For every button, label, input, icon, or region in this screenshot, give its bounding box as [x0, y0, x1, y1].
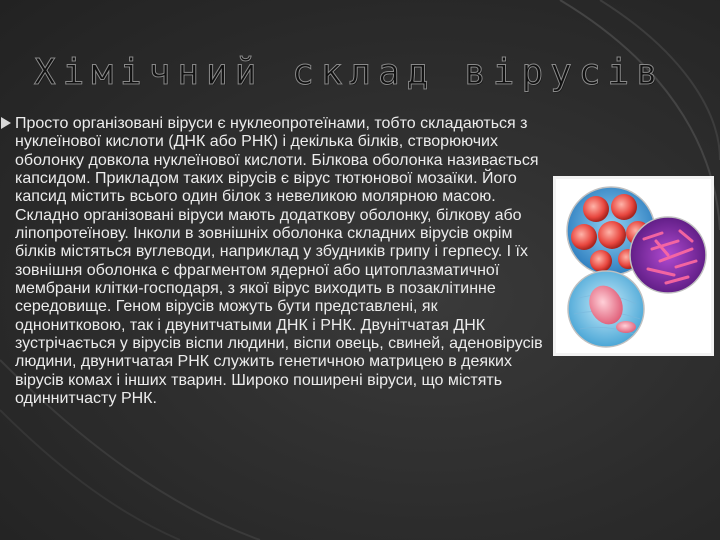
slide-title: Хімічний склад вірусів [34, 52, 665, 93]
virus-micrograph-icon [556, 179, 711, 353]
slide-body-text: Просто організовані віруси є нуклеопротеїнами, тобто складаються з нуклеїнової кислоти (ДНК або РНК) і декілька білків, створюючих оболонку довкола нуклеїнової кислоти. Білкова оболонка називається капсидом. Прикладом таких вірусів є вірус тютюнової мозаїки. Його капсид містить всього один білок з невеликою молярною масою. Складно організовані віруси мають додаткову оболонку, білкову або ліпопротеїнову. Інколи в зовнішніх оболонка складних вірусів окрім білків містяться вуглеводи, наприклад у збудників грипу і герпесу. І їх зовнішня оболонка є фрагментом ядерної або цитоплазматичної мембрани клітки-господаря, з якої вірус виходить в позаклітинне середовище. Геном вірусів можуть бути представлені, як однонитковою, так і двунитчатыми ДНК і РНК. Двунітчатая ДНК зустрічається у вірусів віспи людини, віспи овець, свиней, аденовірусів людини, двунитчатая РНК служить генетичною матрицею в деяких вірусів комах і інших тварин. Широко поширені віруси, що містять одиннитчасту РНК. [15, 115, 543, 408]
virus-micrograph-image [553, 176, 714, 356]
bullet-icon [1, 117, 11, 129]
